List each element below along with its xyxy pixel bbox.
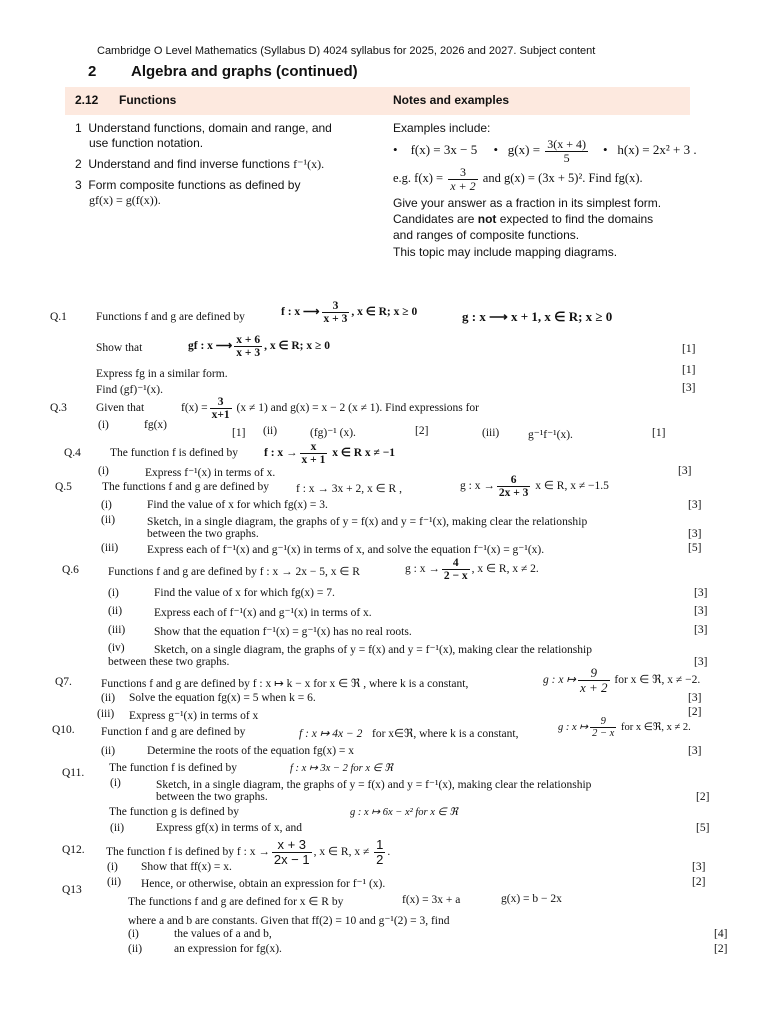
q5-part-i-text: Find the value of x for which fg(x) = 3. [147, 499, 328, 511]
section-number: 2 [88, 63, 97, 80]
q3-part-i-mark: [1] [232, 427, 246, 439]
q3-part-iii-mark: [1] [652, 427, 666, 439]
q10-f-domain: for x∈ℜ, where k is a constant, [372, 728, 519, 740]
examples-include: Examples include: [393, 121, 491, 135]
note-simplest: Give your answer as a fraction in its simplest form. [393, 196, 662, 210]
q6-part-i: (i) [108, 587, 119, 599]
q1-g-def: g : x ⟶ x + 1, x ∈ R; x ≥ 0 [462, 309, 613, 324]
q5-part-ii-text-cont: between the two graphs. [147, 528, 259, 540]
q6-part-ii-mark: [3] [694, 605, 708, 617]
q4-intro: The function f is defined by [110, 447, 239, 459]
q1-f-def: f : x ⟶ $\frac{3}{x + 3}$ , x ∈ R; x ≥ 0 [281, 300, 418, 326]
q3-def: f(x) = $\frac{3}{x+1}$ (x ≠ 1) and g(x) = x − 2 (x ≠ 1). Find expressions for [181, 396, 480, 422]
q3-part-iii: (iii) [482, 427, 500, 439]
q6-part-ii-text: Express each of f⁻¹(x) and g⁻¹(x) in terms of x. [154, 607, 372, 619]
q6-part-iii-mark: [3] [694, 624, 708, 636]
q6-part-ii: (ii) [108, 605, 123, 617]
q10-g-def: g : x ↦ $\frac{9}{2 - x}$ for x ∈ℜ, x ≠ 2. [558, 716, 691, 740]
q11-part-i-text-cont: between the two graphs. [156, 791, 268, 803]
q10-part-ii: (ii) [101, 745, 116, 757]
syllabus-item-expr: gf(x) = g(f(x)). [89, 193, 161, 207]
q5-part-iii-mark: [5] [688, 542, 702, 554]
q13-part-ii-text: an expression for fg(x). [174, 943, 282, 955]
q4-part-i-text: Express f⁻¹(x) in terms of x. [145, 467, 276, 479]
running-head: Cambridge O Level Mathematics (Syllabus D) 4024 syllabus for 2025, 2026 and 2027. Subject content [97, 45, 596, 57]
q4-part-i: (i) [98, 465, 109, 477]
q13-f-def: f(x) = 3x + a [402, 894, 461, 906]
q7-g-def: g : x ↦ $\frac{9}{x + 2}$ for x ∈ ℜ, x ≠ −2. [543, 665, 701, 695]
q5-part-iii-text: Express each of f⁻¹(x) and g⁻¹(x) in terms of x, and solve the equation f⁻¹(x) = g⁻¹(x). [147, 544, 545, 556]
q10-part-ii-mark: [3] [688, 745, 702, 757]
syllabus-item: 3 Form composite functions as defined by [75, 178, 301, 192]
q12-part-ii-mark: [2] [692, 876, 706, 888]
q13-g-def: g(x) = b − 2x [501, 893, 562, 905]
note-candidates: Candidates are not expected to find the domains [393, 212, 654, 226]
q3-given: Given that [96, 402, 145, 414]
q6-part-iii-text: Show that the equation f⁻¹(x) = g⁻¹(x) has no real roots. [154, 626, 412, 638]
q6-g-def: g : x → $\frac{4}{2 - x}$ , x ∈ R, x ≠ 2. [405, 557, 539, 583]
q6-part-iv-text: Sketch, on a single diagram, the graphs of y = f(x) and y = f⁻¹(x), making clear the relationship [154, 644, 592, 656]
example-composite: e.g. f(x) = $\frac{3}{x + 2}$ and g(x) = (3x + 5)². Find fg(x). [393, 165, 643, 193]
q7-part-ii-text: Solve the equation fg(x) = 5 when k = 6. [129, 692, 316, 704]
q5-f-def: f : x → 3x + 2, x ∈ R , [296, 483, 402, 495]
syllabus-item-cont: use function notation. [89, 136, 204, 150]
q5-part-iii: (iii) [101, 542, 119, 554]
q1-intro: Functions f and g are defined by [96, 311, 245, 323]
notes-heading: Notes and examples [393, 93, 510, 107]
q7-part-iii-text: Express g⁻¹(x) in terms of x [129, 710, 259, 722]
q5-part-ii-text: Sketch, in a single diagram, the graphs of y = f(x) and y = f⁻¹(x), making clear the relationship [147, 516, 588, 528]
q11-part-ii-text: Express gf(x) in terms of x, and [156, 822, 302, 834]
q13-part-i-text: the values of a and b, [174, 928, 272, 940]
q5-part-i-mark: [3] [688, 499, 702, 511]
q6-label: Q.6 [62, 564, 79, 576]
q10-label: Q10. [52, 724, 75, 736]
q3-part-i-text: fg(x) [144, 419, 167, 431]
q11-g-def: g : x ↦ 6x − x² for x ∈ ℜ [350, 807, 458, 818]
section-title: Algebra and graphs (continued) [131, 63, 358, 80]
topic-number: 2.12 [75, 93, 99, 107]
q5-g-def: g : x → $\frac{6}{2x + 3}$ x ∈ R, x ≠ −1.5 [460, 474, 609, 500]
q6-intro: Functions f and g are defined by f : x → 2x − 5, x ∈ R [108, 566, 360, 578]
q4-label: Q.4 [64, 447, 81, 459]
q1-mark-3: [3] [682, 382, 696, 394]
q11-part-i: (i) [110, 777, 121, 789]
q10-intro: Function f and g are defined by [101, 726, 246, 738]
syllabus-items [75, 121, 375, 208]
q13-line2: where a and b are constants. Given that ff(2) = 10 and g⁻¹(2) = 3, find [128, 915, 450, 927]
q12-part-ii: (ii) [107, 876, 122, 888]
topic-title: Functions [119, 93, 177, 107]
q6-part-iv: (iv) [108, 642, 125, 654]
q13-part-i-mark: [4] [714, 928, 728, 940]
q12-part-i-text: Show that ff(x) = x. [141, 861, 232, 873]
q7-part-ii: (ii) [101, 692, 116, 704]
q11-f-def: f : x ↦ 3x − 2 for x ∈ ℜ [290, 763, 393, 774]
q13-part-ii-mark: [2] [714, 943, 728, 955]
q1-label: Q.1 [50, 311, 67, 323]
q13-part-ii: (ii) [128, 943, 143, 955]
q11-label: Q11. [62, 767, 85, 779]
q11-g-intro: The function g is defined by [109, 806, 239, 818]
example-functions: • f(x) = 3x − 5 • g(x) = $\frac{3(x + 4)}{5}$ • h(x) = 2x² + 3 . [393, 137, 697, 165]
q11-part-i-mark: [2] [696, 791, 710, 803]
note-candidates-cont: and ranges of composite functions. [393, 228, 580, 242]
q11-intro: The function f is defined by [109, 762, 238, 774]
q6-part-iv-text-cont: between these two graphs. [108, 656, 230, 668]
q1-show: Show that [96, 342, 143, 354]
q11-part-i-text: Sketch, in a single diagram, the graphs of y = f(x) and y = f⁻¹(x), making clear the relationship [156, 779, 592, 791]
q3-part-iii-text: g⁻¹f⁻¹(x). [528, 429, 573, 441]
q1-find: Find (gf)⁻¹(x). [96, 384, 164, 396]
q3-label: Q.3 [50, 402, 67, 414]
q5-intro: The functions f and g are defined by [102, 481, 270, 493]
q11-part-ii-mark: [5] [696, 822, 710, 834]
q5-part-ii-mark: [3] [688, 528, 702, 540]
q13-label: Q13 [62, 884, 82, 896]
q3-part-ii-text: (fg)⁻¹ (x). [310, 427, 356, 439]
note-mapping: This topic may include mapping diagrams. [393, 245, 618, 259]
q7-part-ii-mark: [3] [688, 692, 702, 704]
q7-intro: Functions f and g are defined by f : x ↦ k − x for x ∈ ℜ , where k is a constant, [101, 678, 469, 690]
q6-part-i-text: Find the value of x for which fg(x) = 7. [154, 587, 335, 599]
q13-part-i: (i) [128, 928, 139, 940]
q1-express: Express fg in a similar form. [96, 368, 228, 380]
q12-part-i-mark: [3] [692, 861, 706, 873]
q3-part-ii: (ii) [263, 425, 278, 437]
q10-f-def: f : x ↦ 4x − 2 [299, 728, 363, 740]
q5-label: Q.5 [55, 481, 72, 493]
q12-part-ii-text: Hence, or otherwise, obtain an expression for f⁻¹ (x). [141, 878, 386, 890]
q1-mark-2: [1] [682, 364, 696, 376]
q6-part-iv-mark: [3] [694, 656, 708, 668]
q7-part-iii-mark: [2] [688, 706, 702, 718]
q12-label: Q12. [62, 844, 85, 856]
q13-intro: The functions f and g are defined for x ∈ R by [128, 896, 344, 908]
q3-part-ii-mark: [2] [415, 425, 429, 437]
q3-part-i: (i) [98, 419, 109, 431]
q6-part-i-mark: [3] [694, 587, 708, 599]
q5-part-i: (i) [101, 499, 112, 511]
q6-part-iii: (iii) [108, 624, 126, 636]
q1-gf-def: gf : x ⟶ $\frac{x + 6}{x + 3}$ , x ∈ R; x ≥ 0 [188, 334, 330, 360]
syllabus-item: 1 Understand functions, domain and range, and [75, 121, 332, 135]
q7-part-iii: (iii) [97, 708, 115, 720]
q11-part-ii: (ii) [110, 822, 125, 834]
q4-def: f : x → $\frac{x}{x + 1}$ x ∈ R x ≠ −1 [264, 441, 396, 467]
q4-part-i-mark: [3] [678, 465, 692, 477]
syllabus-item: 2 Understand and find inverse functions f⁻¹(x). [75, 157, 325, 171]
q5-part-ii: (ii) [101, 514, 116, 526]
q7-label: Q7. [55, 676, 72, 688]
q12-def: The function f is defined by f : x → $\frac{x + 3}{2x - 1}$ , x ∈ R, x ≠ $\frac{1}{2}$ . [106, 837, 391, 867]
q1-mark-1: [1] [682, 343, 696, 355]
q12-part-i: (i) [107, 861, 118, 873]
q10-part-ii-text: Determine the roots of the equation fg(x) = x [147, 745, 355, 757]
